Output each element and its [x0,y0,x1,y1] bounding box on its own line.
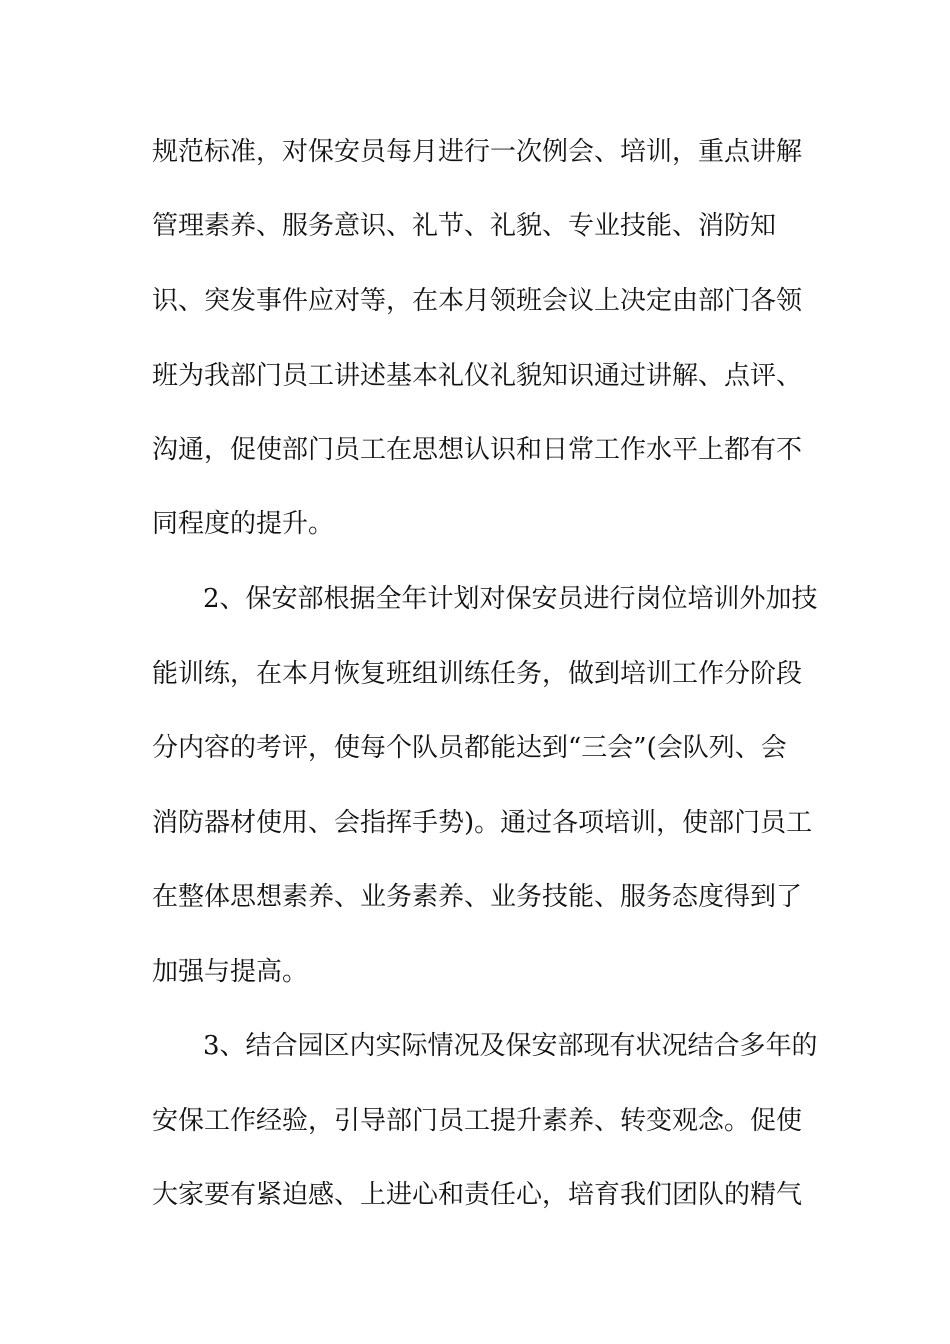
paragraph-line [0,803,950,843]
paragraph-line [0,579,950,619]
paragraph-line [0,1175,950,1215]
line-text: 加强与提高。 [152,957,309,987]
paragraph-line [0,430,950,470]
paragraph-line [0,1101,950,1141]
line-text: 分内容的考评，使每个队员都能达到“三会”(会队列、会 [152,733,787,763]
line-text: 安保工作经验，引导部门员工提升素养、转变观念。促使 [152,1106,803,1136]
paragraph-line [0,952,950,992]
line-text: 同程度的提升。 [152,509,335,539]
line-text: 班为我部门员工讲述基本礼仪礼貌知识通过讲解、点评、 [152,361,803,391]
line-text: 规范标准，对保安员每月进行一次例会、培训，重点讲解 [152,137,803,167]
paragraph-line [0,728,950,768]
line-text: 管理素养、服务意识、礼节、礼貌、专业技能、消防知 [152,211,777,241]
line-text: 2、保安部根据全年计划对保安员进行岗位培训外加技 [203,584,818,614]
line-text: 大家要有紧迫感、上进心和责任心，培育我们团队的精气 [152,1180,803,1210]
paragraph-line [0,132,950,172]
line-text: 识、突发事件应对等，在本月领班会议上决定由部门各领 [152,286,803,316]
paragraph-line [0,504,950,544]
line-text: 在整体思想素养、业务素养、业务技能、服务态度得到了 [152,882,803,912]
line-text: 能训练，在本月恢复班组训练任务，做到培训工作分阶段 [152,659,803,689]
paragraph-line [0,281,950,321]
paragraph-line [0,1026,950,1066]
paragraph-line [0,206,950,246]
line-text: 沟通，促使部门员工在思想认识和日常工作水平上都有不 [152,435,803,465]
line-text: 3、结合园区内实际情况及保安部现有状况结合多年的 [203,1031,818,1061]
paragraph-line [0,877,950,917]
paragraph-line [0,356,950,396]
paragraph-line [0,654,950,694]
line-text: 消防器材使用、会指挥手势)。通过各项培训，使部门员工 [152,808,813,838]
